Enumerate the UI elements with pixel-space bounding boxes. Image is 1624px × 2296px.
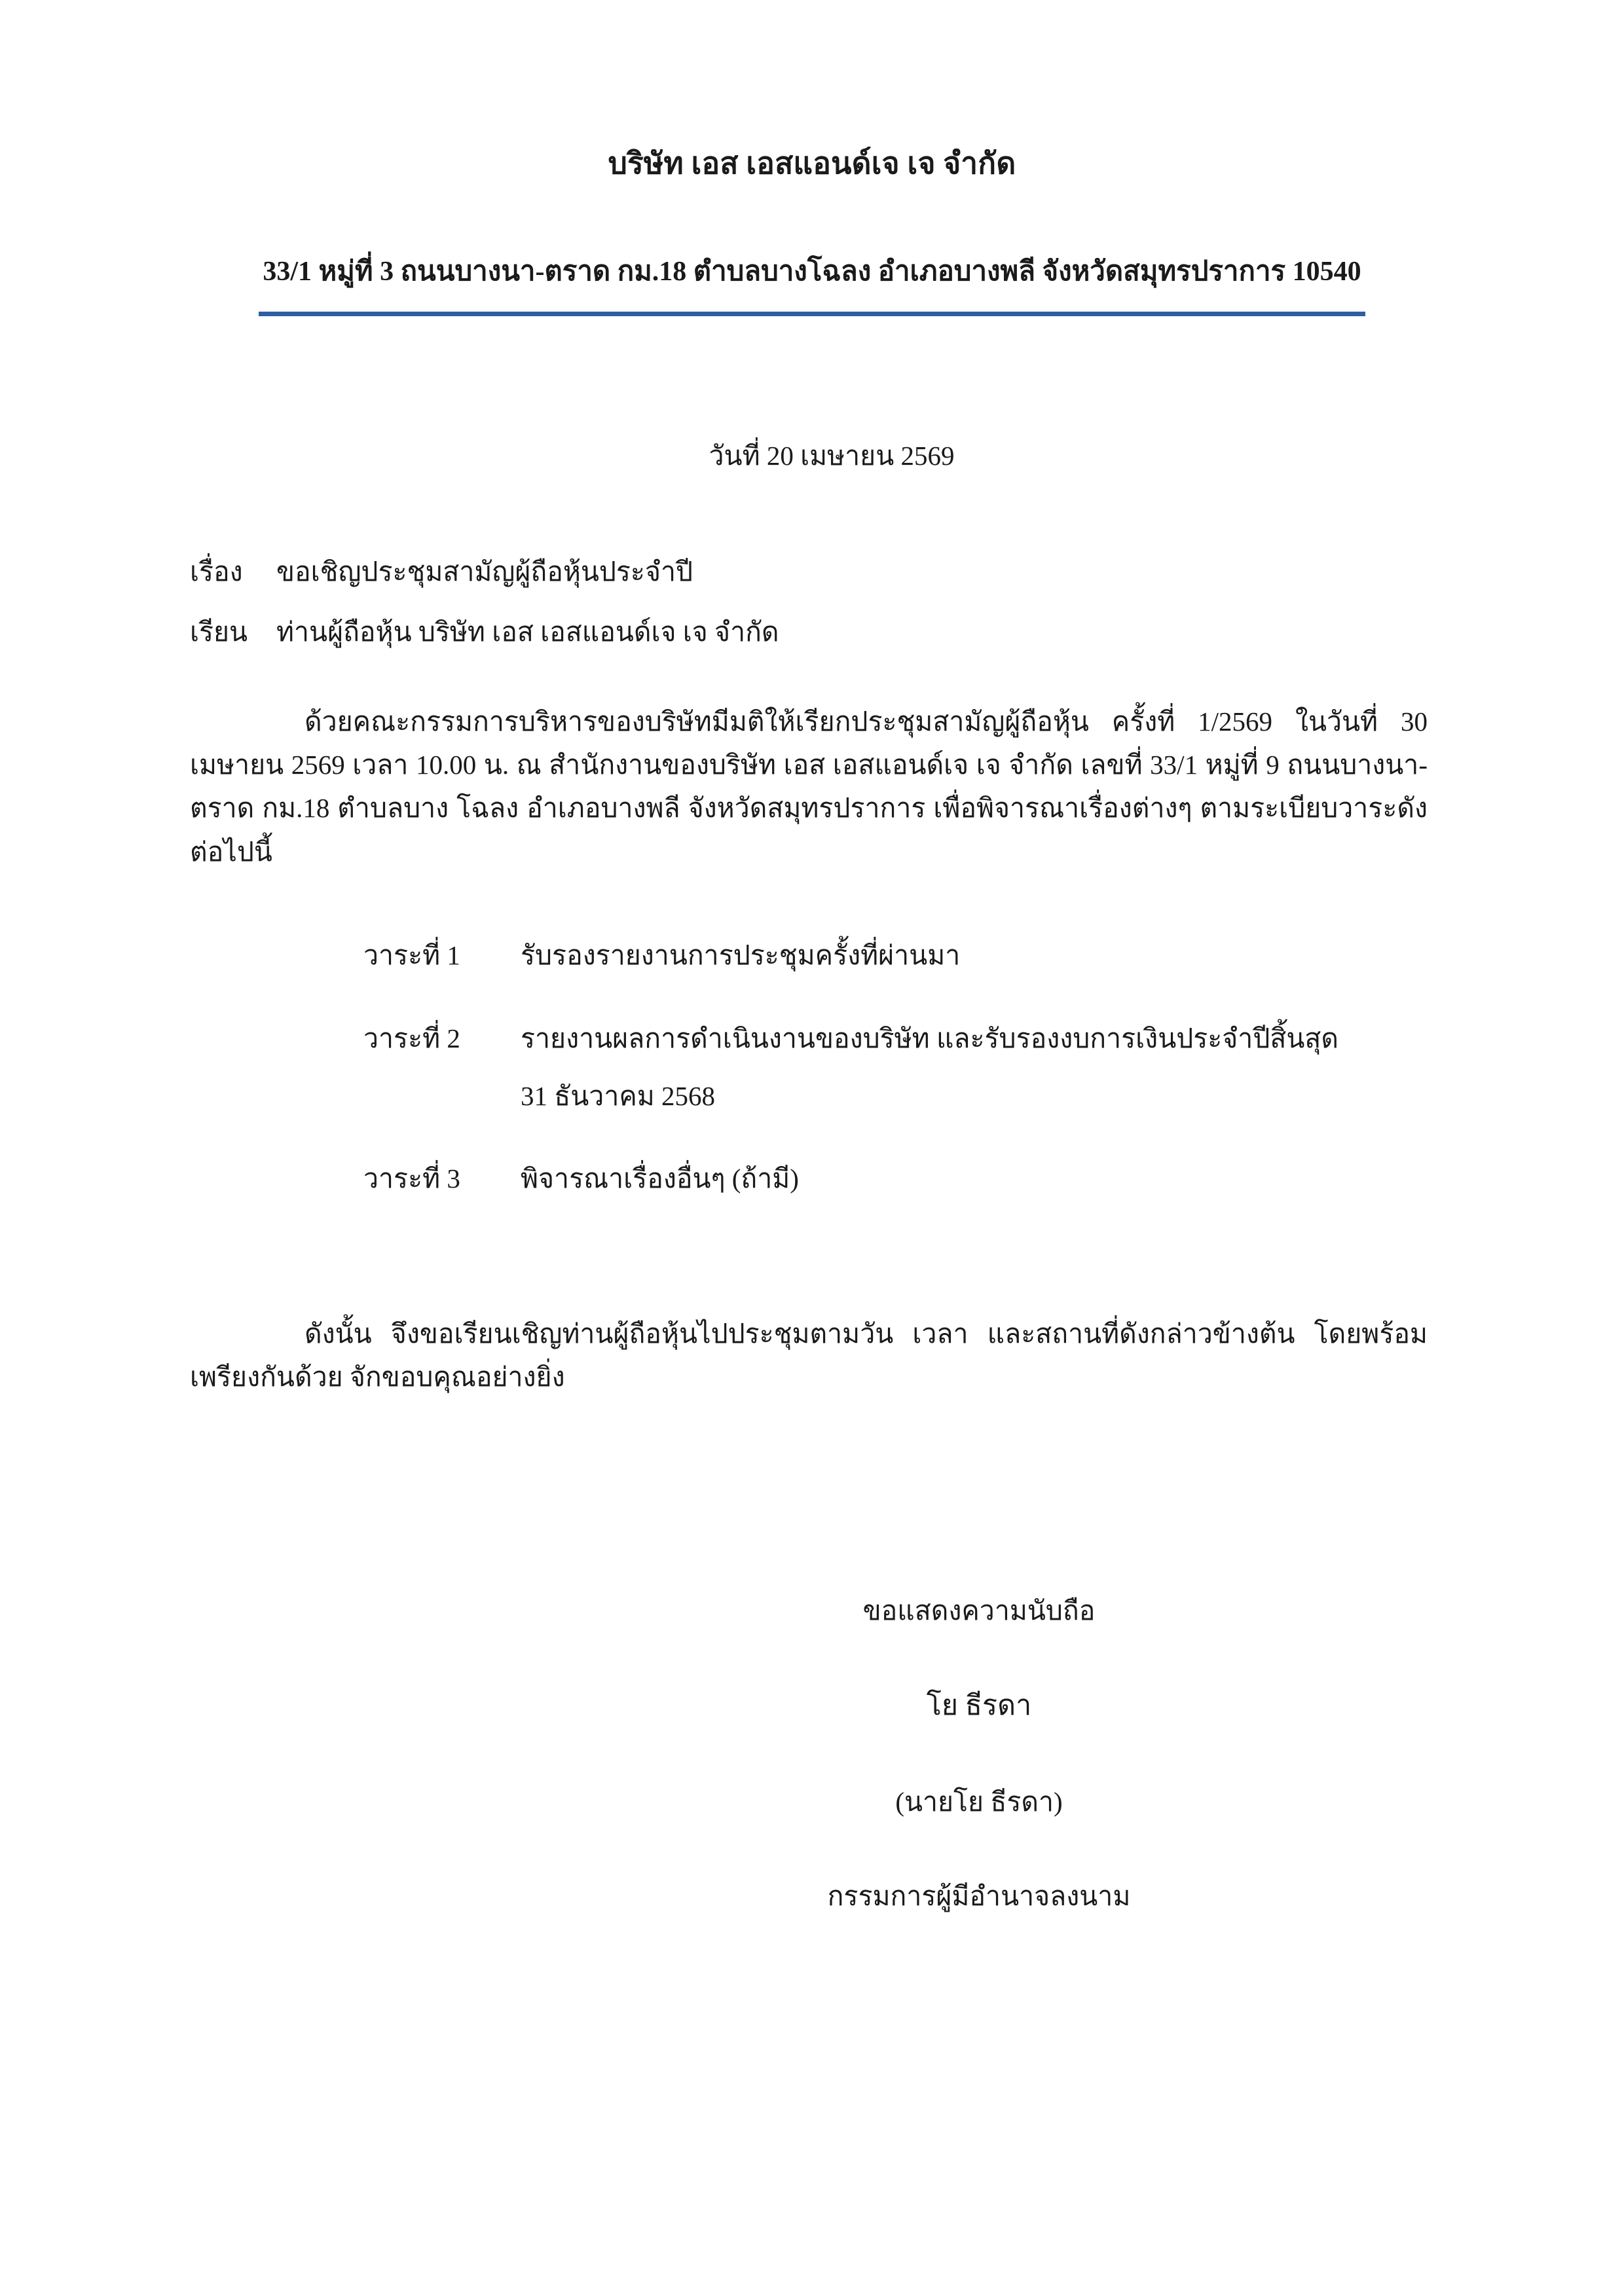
agenda-item-2 <box>363 1017 1428 1060</box>
signature-script: โย ธีรดา <box>926 1690 1032 1722</box>
agenda-item-text: พิจารณาเรื่องอื่นๆ (ถ้ามี) <box>521 1163 799 1194</box>
signatory-title: กรรมการผู้มีอำนาจลงนาม <box>827 1881 1131 1912</box>
letterhead-rule-container <box>0 312 1624 316</box>
agenda-item-3 <box>363 1157 1428 1200</box>
letterhead <box>0 0 1624 316</box>
closing-paragraph-text: ดังนั้น จึงขอเรียนเชิญท่านผู้ถือหุ้นไปประชุมตามวัน เวลา และสถานที่ดังกล่าวข้างต้น โดยพร้อมเพรียงกันด้วย จักขอบคุณอย่างยิ่ง <box>190 1318 1428 1393</box>
agenda-item-number: วาระที่ 1 <box>363 940 460 971</box>
agenda-item-text: รับรองรายงานการประชุมครั้งที่ผ่านมา <box>521 940 961 971</box>
subject-row <box>190 550 1428 593</box>
agenda-item-1 <box>363 934 1428 977</box>
letter-date: วันที่ 20 เมษายน 2569 <box>709 441 955 471</box>
recipient-value: ท่านผู้ถือหุ้น บริษัท เอส เอสแอนด์เจ เจ จำกัด <box>276 617 779 647</box>
subject-label: เรื่อง <box>190 556 243 587</box>
recipient-row <box>190 610 1428 653</box>
body-paragraph <box>190 700 1428 874</box>
agenda-item-text: รายงานผลการดำเนินงานของบริษัท และรับรองงบการเงินประจำปีสิ้นสุด <box>521 1023 1339 1053</box>
body-paragraph-text: ด้วยคณะกรรมการบริหารของบริษัทมีมติให้เรียกประชุมสามัญผู้ถือหุ้น ครั้งที่ 1/2569 ในวันที่ 30 เมษายน 2569 เวลา 10.00 น. ณ สำนักงานของบริษัท เอส เอสแอนด์เจ เจ จำกัด เลขที่ 33/1 หมู่ที่ 9 ถนนบางนา-ตราด กม.18 ตำบลบาง โฉลง อำเภอบางพลี จังหวัดสมุทรปราการ เพื่อพิจารณาเรื่องต่างๆ ตามระเบียบวาระดังต่อไปนี้ <box>190 706 1428 867</box>
letter-body <box>0 434 1624 1918</box>
regards-text: ขอแสดงความนับถือ <box>862 1595 1096 1626</box>
signature-block <box>190 1589 1428 1918</box>
agenda-item-number: วาระที่ 2 <box>363 1023 460 1053</box>
letterhead-divider <box>259 312 1365 316</box>
company-address: 33/1 หมู่ที่ 3 ถนนบางนา-ตราด กม.18 ตำบลบางโฉลง อำเภอบางพลี จังหวัดสมุทรปราการ 10540 <box>263 256 1361 287</box>
recipient-label: เรียน <box>190 617 248 647</box>
agenda-item-number: วาระที่ 3 <box>363 1163 460 1194</box>
subject-value: ขอเชิญประชุมสามัญผู้ถือหุ้นประจำปี <box>276 556 693 587</box>
letter-header-fields <box>190 550 1428 654</box>
agenda-list <box>190 934 1428 1201</box>
company-name: บริษัท เอส เอสแอนด์เจ เจ จำกัด <box>608 147 1016 180</box>
closing-paragraph <box>190 1312 1428 1399</box>
agenda-item-subtext: 31 ธันวาคม 2568 <box>521 1081 716 1112</box>
signatory-name: (นายโย ธีรดา) <box>895 1786 1063 1817</box>
